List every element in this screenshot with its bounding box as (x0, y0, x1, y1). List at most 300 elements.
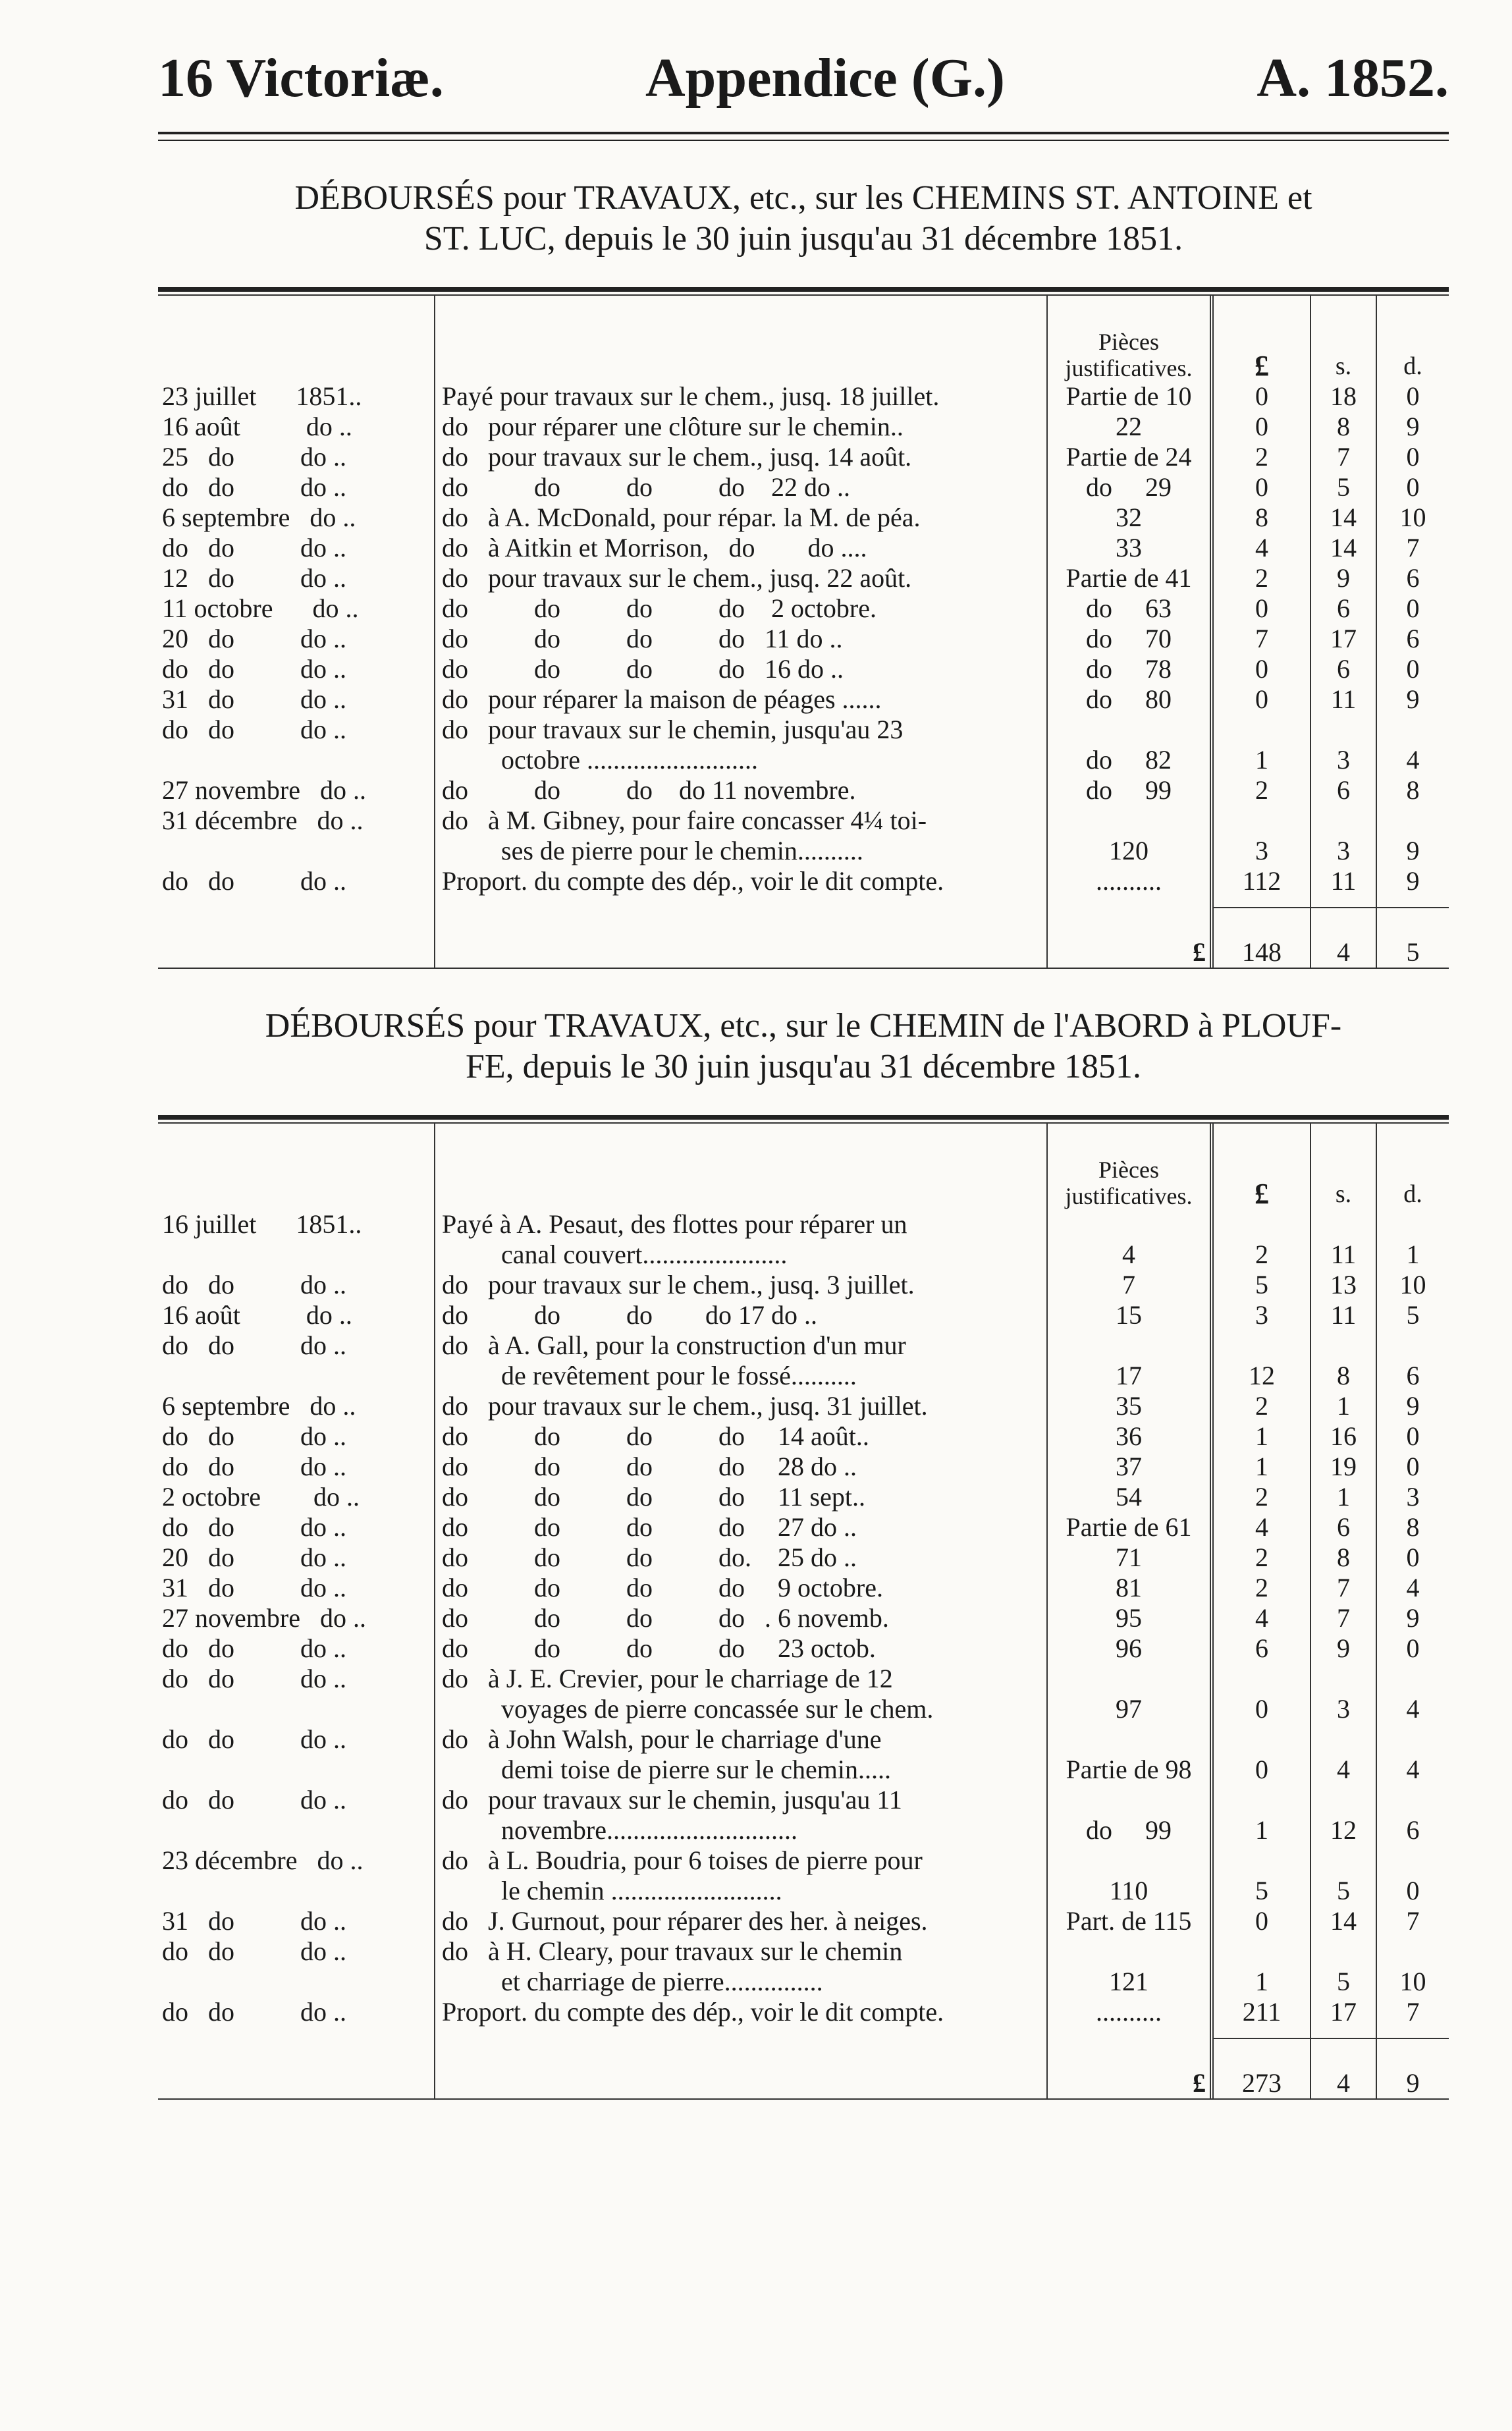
table-row (158, 836, 1449, 866)
entry-voucher (1047, 806, 1212, 836)
entry-description: do à H. Cleary, pour travaux sur le chemin (435, 1936, 1047, 1967)
entry-voucher: 33 (1047, 533, 1212, 563)
section-title (158, 178, 1449, 259)
entry-date: 20 do do .. (162, 1543, 346, 1572)
entry-date: do do do .. (162, 1997, 346, 2027)
entry-date (158, 1240, 435, 1270)
table-row (158, 593, 1449, 624)
entry-pence: 1 (1376, 1240, 1449, 1270)
total-pounds: 148 (1212, 908, 1310, 968)
entry-voucher: do 80 (1047, 684, 1212, 715)
entry-description: do à Aitkin et Morrison, do do .... (435, 533, 1047, 563)
entry-pence: 10 (1376, 1967, 1449, 1997)
ledger-table (158, 1124, 1449, 2098)
section-title-line2: ST. LUC, depuis le 30 juin jusqu'au 31 décembre 1851. (423, 220, 1183, 258)
spacer-cell (435, 896, 1047, 908)
entry-voucher: 120 (1047, 836, 1212, 866)
entry-pounds: 2 (1212, 1391, 1310, 1421)
col-header-pounds: £ (1212, 1124, 1310, 1209)
entry-pounds: 0 (1212, 1755, 1310, 1785)
entry-shillings: 3 (1310, 745, 1376, 775)
spacer-cell (1310, 896, 1376, 908)
entry-date: 6 septembre do .. (162, 503, 356, 532)
entry-shillings: 3 (1310, 836, 1376, 866)
entry-shillings: 3 (1310, 1694, 1376, 1724)
entry-pence: 9 (1376, 866, 1449, 896)
entry-date: do do do .. (162, 1270, 346, 1299)
entry-description: do do do do 17 do .. (435, 1300, 1047, 1330)
entry-pence: 10 (1376, 503, 1449, 533)
table-row (158, 1270, 1449, 1300)
entry-pence: 6 (1376, 1361, 1449, 1391)
entry-pounds: 112 (1212, 866, 1310, 896)
entry-date (158, 1815, 435, 1845)
spacer-row (158, 896, 1449, 908)
total-pence: 9 (1376, 2038, 1449, 2098)
spacer-cell (1212, 896, 1310, 908)
entry-date (158, 1694, 435, 1724)
table-bottom-rule (158, 2098, 1449, 2100)
entry-description: octobre .......................... (435, 745, 1047, 775)
table-row (158, 1967, 1449, 1997)
entry-shillings (1310, 1785, 1376, 1815)
entry-description: do do do do 27 do .. (435, 1512, 1047, 1543)
total-row (158, 908, 1449, 968)
entry-voucher: Partie de 61 (1047, 1512, 1212, 1543)
entry-pounds: 2 (1212, 1240, 1310, 1270)
entry-voucher: 37 (1047, 1452, 1212, 1482)
table-row (158, 1452, 1449, 1482)
entry-date: do do do .. (162, 1330, 346, 1360)
entry-shillings: 14 (1310, 533, 1376, 563)
entry-description: do do do do 16 do .. (435, 654, 1047, 684)
table-row (158, 1724, 1449, 1755)
entry-pounds: 1 (1212, 1967, 1310, 1997)
entry-shillings: 11 (1310, 1240, 1376, 1270)
table-row (158, 381, 1449, 412)
entry-pence: 0 (1376, 1543, 1449, 1573)
entry-pence: 6 (1376, 624, 1449, 654)
entry-shillings: 4 (1310, 1755, 1376, 1785)
entry-voucher (1047, 1845, 1212, 1876)
entry-shillings: 19 (1310, 1452, 1376, 1482)
table-row (158, 1936, 1449, 1967)
entry-pounds: 0 (1212, 412, 1310, 442)
entry-pounds (1212, 1209, 1310, 1240)
entry-description: Payé à A. Pesaut, des flottes pour réparer un (435, 1209, 1047, 1240)
col-header-pieces: Pièces justificatives. (1047, 296, 1212, 381)
entry-voucher: 110 (1047, 1876, 1212, 1906)
entry-shillings: 9 (1310, 1633, 1376, 1664)
entry-description: do do do do . 6 novemb. (435, 1603, 1047, 1633)
entry-pounds: 0 (1212, 381, 1310, 412)
entry-pence: 7 (1376, 1997, 1449, 2027)
section-title-line2: FE, depuis le 30 juin jusqu'au 31 décembre 1851. (465, 1048, 1142, 1085)
entry-shillings (1310, 1936, 1376, 1967)
table-row (158, 563, 1449, 593)
entry-shillings: 17 (1310, 1997, 1376, 2027)
entry-pence (1376, 1785, 1449, 1815)
entry-description: do pour travaux sur le chem., jusq. 14 août. (435, 442, 1047, 472)
entry-pounds: 6 (1212, 1633, 1310, 1664)
entry-description: do à J. E. Crevier, pour le charriage de 12 (435, 1664, 1047, 1694)
total-desc-blank (435, 2038, 1047, 2098)
entry-description: ses de pierre pour le chemin.......... (435, 836, 1047, 866)
col-header-shillings: s. (1310, 296, 1376, 381)
entry-shillings: 11 (1310, 684, 1376, 715)
entry-pence: 10 (1376, 1270, 1449, 1300)
table-row (158, 1815, 1449, 1845)
entry-shillings: 16 (1310, 1421, 1376, 1452)
entry-date: 27 novembre do .. (162, 1603, 366, 1633)
entry-voucher: do 63 (1047, 593, 1212, 624)
entry-date: 16 juillet 1851.. (162, 1209, 362, 1239)
entry-pence (1376, 1209, 1449, 1240)
entry-shillings: 5 (1310, 1967, 1376, 1997)
entry-pence: 8 (1376, 775, 1449, 806)
section-title-line1: DÉBOURSÉS pour TRAVAUX, etc., sur les CHEMINS ST. ANTOINE et (294, 179, 1312, 217)
col-header-pieces: Pièces justificatives. (1047, 1124, 1212, 1209)
entry-voucher (1047, 715, 1212, 745)
table-row (158, 1330, 1449, 1361)
entry-shillings (1310, 1724, 1376, 1755)
entry-shillings (1310, 1209, 1376, 1240)
entry-pounds: 2 (1212, 563, 1310, 593)
entry-date: 31 do do .. (162, 684, 346, 714)
total-pence: 5 (1376, 908, 1449, 968)
ledger-section-1 (158, 178, 1449, 969)
entry-date: do do do .. (162, 1512, 346, 1542)
section-title-line1: DÉBOURSÉS pour TRAVAUX, etc., sur le CHEMIN de l'ABORD à PLOUF- (265, 1007, 1342, 1045)
entry-voucher: Partie de 41 (1047, 563, 1212, 593)
entry-pence: 7 (1376, 1906, 1449, 1936)
table-row (158, 1906, 1449, 1936)
entry-pence (1376, 715, 1449, 745)
entry-date: do do do .. (162, 715, 346, 744)
entry-date: do do do .. (162, 1633, 346, 1663)
entry-date: do do do .. (162, 1936, 346, 1966)
entry-date: do do do .. (162, 1724, 346, 1754)
spacer-cell (1376, 2027, 1449, 2038)
total-currency-symbol: £ (1047, 2038, 1212, 2098)
page (158, 46, 1449, 2100)
total-date-blank (158, 2038, 435, 2098)
entry-pence (1376, 1664, 1449, 1694)
header-session: 16 Victoriæ. (158, 47, 444, 109)
entry-shillings: 12 (1310, 1815, 1376, 1845)
entry-pounds: 8 (1212, 503, 1310, 533)
table-top-rule (158, 1115, 1449, 1120)
total-currency-symbol: £ (1047, 908, 1212, 968)
entry-pence: 0 (1376, 1452, 1449, 1482)
entry-voucher: do 99 (1047, 775, 1212, 806)
spacer-cell (1047, 2027, 1212, 2038)
entry-pounds: 3 (1212, 836, 1310, 866)
table-row (158, 1391, 1449, 1421)
entry-shillings: 1 (1310, 1482, 1376, 1512)
entry-description: do pour travaux sur le chem., jusq. 22 août. (435, 563, 1047, 593)
entry-pence: 9 (1376, 1391, 1449, 1421)
table-row (158, 1512, 1449, 1543)
entry-date: 31 décembre do .. (162, 806, 364, 835)
entry-voucher: 7 (1047, 1270, 1212, 1300)
entry-date (158, 1361, 435, 1391)
entry-description: do do do do 2 octobre. (435, 593, 1047, 624)
entry-pence (1376, 1936, 1449, 1967)
entry-shillings: 5 (1310, 1876, 1376, 1906)
spacer-cell (1047, 896, 1212, 908)
entry-description: do do do do 11 do .. (435, 624, 1047, 654)
entry-pounds: 1 (1212, 1815, 1310, 1845)
entry-voucher: 35 (1047, 1391, 1212, 1421)
entry-date: do do do .. (162, 654, 346, 684)
entry-pence: 0 (1376, 593, 1449, 624)
table-row (158, 1997, 1449, 2027)
entry-pence (1376, 1845, 1449, 1876)
entry-description: novembre............................. (435, 1815, 1047, 1845)
entry-shillings (1310, 1664, 1376, 1694)
table-row (158, 624, 1449, 654)
ledger-table (158, 296, 1449, 968)
section-title (158, 1006, 1449, 1087)
entry-pounds: 2 (1212, 1482, 1310, 1512)
entry-description: do pour travaux sur le chemin, jusqu'au 11 (435, 1785, 1047, 1815)
table-row (158, 1876, 1449, 1906)
entry-pence (1376, 1330, 1449, 1361)
entry-pence: 8 (1376, 1512, 1449, 1543)
entry-date: 6 septembre do .. (162, 1391, 356, 1421)
entry-pounds (1212, 1724, 1310, 1755)
entry-description: do à A. McDonald, pour répar. la M. de péa. (435, 503, 1047, 533)
entry-pence: 0 (1376, 1633, 1449, 1664)
entry-description: do do do do 11 sept.. (435, 1482, 1047, 1512)
entry-date: 25 do do .. (162, 442, 346, 472)
entry-description: do do do do 9 octobre. (435, 1573, 1047, 1603)
entry-description: demi toise de pierre sur le chemin..... (435, 1755, 1047, 1785)
entry-description: do pour travaux sur le chem., jusq. 3 juillet. (435, 1270, 1047, 1300)
entry-pounds: 5 (1212, 1876, 1310, 1906)
entry-pounds: 1 (1212, 745, 1310, 775)
entry-shillings: 7 (1310, 1603, 1376, 1633)
entry-pounds: 4 (1212, 1512, 1310, 1543)
entry-description: canal couvert...................... (435, 1240, 1047, 1270)
entry-shillings: 1 (1310, 1391, 1376, 1421)
entry-pence: 4 (1376, 1573, 1449, 1603)
entry-voucher: 97 (1047, 1694, 1212, 1724)
entry-shillings: 14 (1310, 503, 1376, 533)
entry-pounds: 0 (1212, 1906, 1310, 1936)
entry-pounds: 2 (1212, 1573, 1310, 1603)
entry-date: do do do .. (162, 1664, 346, 1693)
table-row (158, 1209, 1449, 1240)
total-date-blank (158, 908, 435, 968)
entry-date: do do do .. (162, 1785, 346, 1815)
entry-date: do do do .. (162, 1421, 346, 1451)
entry-description: do à L. Boudria, pour 6 toises de pierre pour (435, 1845, 1047, 1876)
entry-voucher: do 99 (1047, 1815, 1212, 1845)
entry-shillings: 13 (1310, 1270, 1376, 1300)
entry-date (158, 1876, 435, 1906)
spacer-cell (435, 2027, 1047, 2038)
total-shillings: 4 (1310, 908, 1376, 968)
entry-date: 20 do do .. (162, 624, 346, 653)
entry-voucher (1047, 1664, 1212, 1694)
table-row (158, 684, 1449, 715)
entry-date (158, 745, 435, 775)
table-bottom-rule (158, 968, 1449, 969)
entry-voucher: .......... (1047, 866, 1212, 896)
table-row (158, 1664, 1449, 1694)
entry-pounds: 0 (1212, 472, 1310, 503)
entry-shillings: 7 (1310, 442, 1376, 472)
entry-pence: 0 (1376, 654, 1449, 684)
total-row (158, 2038, 1449, 2098)
entry-pence: 0 (1376, 1876, 1449, 1906)
entry-shillings (1310, 806, 1376, 836)
entry-voucher: 4 (1047, 1240, 1212, 1270)
entry-pence: 6 (1376, 563, 1449, 593)
entry-pence: 9 (1376, 1603, 1449, 1633)
entry-shillings: 8 (1310, 1543, 1376, 1573)
table-row (158, 412, 1449, 442)
entry-description: do pour travaux sur le chem., jusq. 31 juillet. (435, 1391, 1047, 1421)
spacer-cell (158, 2027, 435, 2038)
entry-pence (1376, 1724, 1449, 1755)
entry-voucher: 17 (1047, 1361, 1212, 1391)
entry-voucher: 36 (1047, 1421, 1212, 1452)
entry-pounds: 4 (1212, 1603, 1310, 1633)
entry-voucher: 22 (1047, 412, 1212, 442)
entry-pence: 4 (1376, 1755, 1449, 1785)
table-row (158, 472, 1449, 503)
col-header-pence: d. (1376, 296, 1449, 381)
header-appendix: Appendice (G.) (645, 47, 1005, 109)
entry-pounds (1212, 1330, 1310, 1361)
entry-description: de revêtement pour le fossé.......... (435, 1361, 1047, 1391)
col-header-shillings: s. (1310, 1124, 1376, 1209)
entry-voucher: 32 (1047, 503, 1212, 533)
entry-pence: 3 (1376, 1482, 1449, 1512)
col-header-pounds: £ (1212, 296, 1310, 381)
entry-pounds: 0 (1212, 593, 1310, 624)
entry-voucher (1047, 1724, 1212, 1755)
table-row (158, 1482, 1449, 1512)
entry-description: do à John Walsh, pour le charriage d'une (435, 1724, 1047, 1755)
entry-shillings: 18 (1310, 381, 1376, 412)
entry-description: et charriage de pierre............... (435, 1967, 1047, 1997)
entry-date: 31 do do .. (162, 1906, 346, 1936)
entry-description: do do do do 28 do .. (435, 1452, 1047, 1482)
entry-pence: 6 (1376, 1815, 1449, 1845)
entry-description: do do do do 22 do .. (435, 472, 1047, 503)
table-row (158, 1845, 1449, 1876)
entry-pence: 0 (1376, 442, 1449, 472)
column-header-row (158, 1124, 1449, 1209)
entry-shillings: 14 (1310, 1906, 1376, 1936)
table-row (158, 1603, 1449, 1633)
entry-shillings: 8 (1310, 412, 1376, 442)
table-row (158, 1573, 1449, 1603)
entry-shillings: 6 (1310, 775, 1376, 806)
entry-voucher (1047, 1209, 1212, 1240)
table-row (158, 1785, 1449, 1815)
entry-pounds (1212, 1936, 1310, 1967)
sections-container (158, 178, 1449, 2100)
table-row (158, 1755, 1449, 1785)
header-year: A. 1852. (1256, 47, 1449, 109)
entry-pence: 5 (1376, 1300, 1449, 1330)
entry-voucher: Partie de 98 (1047, 1755, 1212, 1785)
column-header-row (158, 296, 1449, 381)
table-row (158, 806, 1449, 836)
table-row (158, 745, 1449, 775)
entry-pounds: 2 (1212, 1543, 1310, 1573)
entry-voucher: 54 (1047, 1482, 1212, 1512)
entry-date: 12 do do .. (162, 563, 346, 593)
entry-date (158, 836, 435, 866)
entry-voucher: do 82 (1047, 745, 1212, 775)
total-shillings: 4 (1310, 2038, 1376, 2098)
entry-date: 16 août do .. (162, 412, 352, 441)
entry-description: do pour travaux sur le chemin, jusqu'au 23 (435, 715, 1047, 745)
entry-description: do pour réparer une clôture sur le chemin.. (435, 412, 1047, 442)
entry-shillings: 7 (1310, 1573, 1376, 1603)
entry-pounds: 0 (1212, 654, 1310, 684)
entry-date (158, 1967, 435, 1997)
table-row (158, 503, 1449, 533)
entry-voucher: 95 (1047, 1603, 1212, 1633)
entry-pounds: 2 (1212, 442, 1310, 472)
total-desc-blank (435, 908, 1047, 968)
col-header-date (158, 296, 435, 381)
entry-shillings (1310, 1845, 1376, 1876)
table-row (158, 775, 1449, 806)
table-row (158, 1694, 1449, 1724)
col-header-date (158, 1124, 435, 1209)
entry-pounds: 5 (1212, 1270, 1310, 1300)
entry-pence: 0 (1376, 472, 1449, 503)
table-row (158, 1361, 1449, 1391)
entry-date: do do do .. (162, 533, 346, 562)
entry-shillings: 5 (1310, 472, 1376, 503)
spacer-cell (1212, 2027, 1310, 2038)
entry-date: 23 juillet 1851.. (162, 381, 362, 411)
entry-description: Proport. du compte des dép., voir le dit compte. (435, 1997, 1047, 2027)
entry-shillings: 11 (1310, 1300, 1376, 1330)
entry-pounds (1212, 1845, 1310, 1876)
entry-date: 11 octobre do .. (162, 593, 359, 623)
entry-description: Proport. du compte des dép., voir le dit compte. (435, 866, 1047, 896)
entry-date: 2 octobre do .. (162, 1482, 360, 1512)
entry-pounds (1212, 1664, 1310, 1694)
entry-pounds: 1 (1212, 1452, 1310, 1482)
entry-date: do do do .. (162, 866, 346, 896)
entry-voucher (1047, 1330, 1212, 1361)
entry-voucher: do 29 (1047, 472, 1212, 503)
table-row (158, 1421, 1449, 1452)
entry-voucher: do 70 (1047, 624, 1212, 654)
entry-voucher: 121 (1047, 1967, 1212, 1997)
entry-pounds (1212, 715, 1310, 745)
table-row (158, 715, 1449, 745)
entry-date: do do do .. (162, 1452, 346, 1481)
table-row (158, 1543, 1449, 1573)
col-header-description (435, 1124, 1047, 1209)
entry-description: le chemin .......................... (435, 1876, 1047, 1906)
entry-voucher: Partie de 10 (1047, 381, 1212, 412)
entry-shillings (1310, 715, 1376, 745)
entry-description: do do do do. 25 do .. (435, 1543, 1047, 1573)
